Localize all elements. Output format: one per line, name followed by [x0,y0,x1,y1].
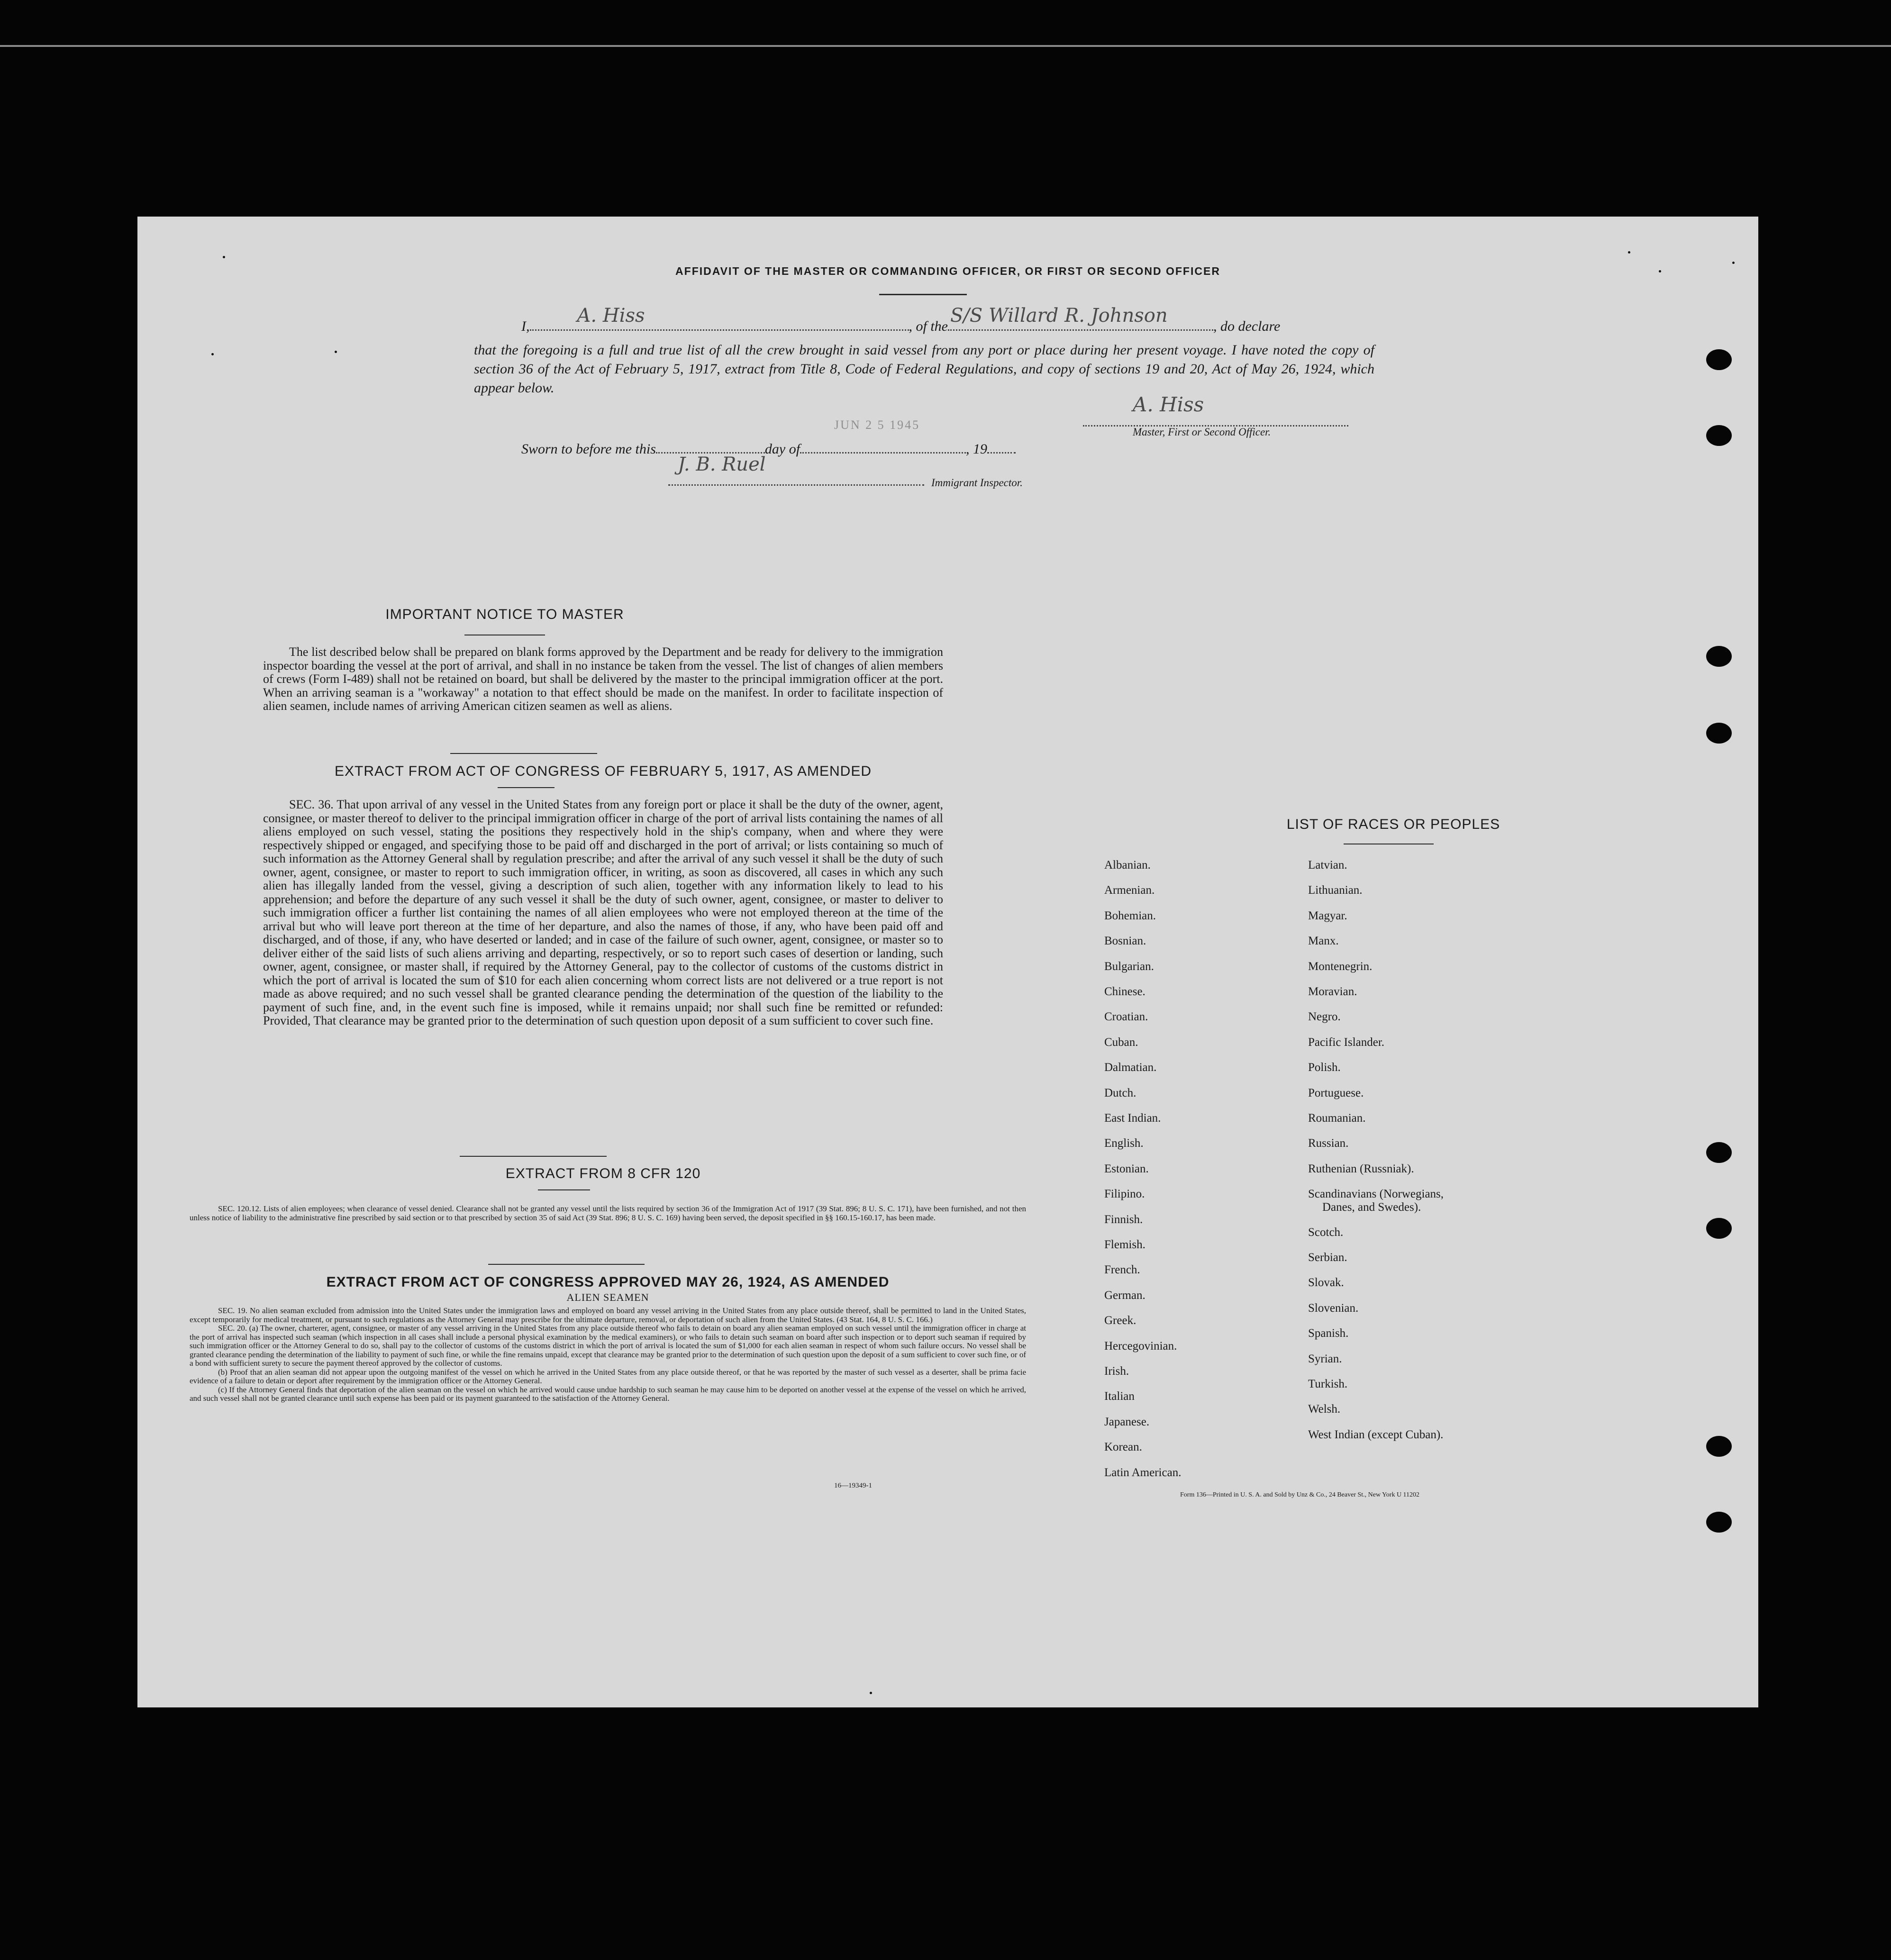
race-item: Hercegovinian. [1104,1339,1177,1352]
affidavit-title: AFFIDAVIT OF THE MASTER OR COMMANDING OFFICER, OR FIRST OR SECOND OFFICER [675,265,1220,277]
race-item: Armenian. [1104,884,1155,897]
declaration-text: that the foregoing is a full and true list of all the crew brought in said vessel from any port or place during her present voyage. I have noted the copy of section 36 of the Act of February 5, 1917, extract from Title 8, Code of Federal Regulations, and copy of sections 19 and 20, Act of May 26, 1924, which appear below. [474,342,1374,396]
binder-hole [1706,1142,1732,1163]
race-item: Italian [1104,1390,1135,1403]
scan-speck [870,1692,872,1694]
year-label: , 19 [966,441,988,457]
vessel-name-field [948,305,1213,331]
races-title: LIST OF RACES OR PEOPLES [1286,817,1500,832]
day-of-label: day of [764,441,800,457]
vessel-name-handwriting: S/S Willard R. Johnson [950,305,1168,327]
race-item: Polish. [1308,1061,1341,1074]
race-item: Cuban. [1104,1035,1138,1049]
date-stamp: JUN 2 5 1945 [834,418,920,432]
race-item: Croatian. [1104,1010,1148,1024]
scan-edge-line [0,45,1891,47]
signature-caption: Master, First or Second Officer. [1133,426,1271,438]
race-item: Manx. [1308,935,1339,948]
notice-title: IMPORTANT NOTICE TO MASTER [385,607,624,622]
race-item: Spanish. [1308,1327,1349,1340]
race-item: Welsh. [1308,1403,1341,1416]
extract-1924-body [190,1307,1026,1403]
sec-20a-text: SEC. 20. (a) The owner, charterer, agent, consignee, or master of any vessel arriving in the United States from any place outside thereof who fails to detain on board any alien seaman employed on such vessel until the immigration officer in charge at the port of arrival has inspected such seaman (which inspection in all cases shall include a personal physical examination by the medical examiners), or who fails to detain such seaman on board after such inspection or to deport such seaman if required by such immigration officer or the Attorney General to do so, shall pay to the collector of customs of the customs district in which the port of arrival is located the sum of $1,000 for each alien seaman in respect of whom such failure occurs. No vessel shall be granted clearance pending the determination of the liability to payment of such fine, or while the fine remains unpaid, except that clearance may be granted prior to the determination of such question upon the deposit of a sum sufficient to cover such fine, or of a bond with sufficient surety to secure the payment thereof approved by the collector of customs. [190,1324,1026,1368]
binder-hole [1706,1436,1732,1457]
printer-imprint: Form 136—Printed in U. S. A. and Sold by Unz & Co., 24 Beaver St., New York U 11202 [1180,1491,1420,1498]
sworn-line [521,441,1016,457]
scan-speck [1659,270,1661,272]
race-item: English. [1104,1137,1144,1150]
sec-19-text: SEC. 19. No alien seaman excluded from admission into the United States under the immigration laws and employed on board any vessel arriving in the United States from any place outside thereof, shall be permitted to land in the United States, except temporarily for medical treatment, or pursuant to such regulations as the Attorney General may prescribe for the ultimate departure, removal, or deportation of such alien from the United States. (43 Stat. 164, 8 U. S. C. 166.) [190,1306,1026,1324]
race-item: Roumanian. [1308,1112,1366,1125]
sec-20b-text: (b) Proof that an alien seaman did not appear upon the outgoing manifest of the vessel on which he arrived in the United States from any place outside thereof, or that he was reported by the master of such vessel as a deserter, shall be prima facie evidence of a failure to detain or deport after requirement by the immigration officer or the Attorney General. [190,1367,1026,1385]
race-item: Estonian. [1104,1162,1149,1175]
race-item: Portuguese. [1308,1086,1364,1099]
binder-hole [1706,425,1732,446]
sworn-year-field [987,442,1016,454]
race-item: East Indian. [1104,1112,1161,1125]
race-item: Danes, and Swedes). [1322,1200,1421,1214]
race-item: Pacific Islander. [1308,1035,1385,1049]
binder-hole [1706,349,1732,370]
race-item: Scandinavians (Norwegians, [1308,1188,1444,1201]
i-label: I, [521,318,530,334]
race-item: Irish. [1104,1365,1129,1378]
race-item: Lithuanian. [1308,884,1363,897]
of-the-label: , of the [909,318,948,334]
do-declare-label: , do declare [1213,318,1281,334]
race-item: Chinese. [1104,985,1146,998]
race-item: Bohemian. [1104,909,1156,922]
extract-cfr-body: SEC. 120.12. Lists of alien employees; when clearance of vessel denied. Clearance shall not be granted any vessel until the lists required by section 36 of the Immigration Act of 1917 (39 Stat. 896; 8 U. S. C. 171), have been furnished, and not then unless notice of liability to the administrative fine prescribed by said section or to that prescribed by section 35 of said Act (39 Stat. 896; 8 U. S. C. 169) having been served, the deposit specified in §§ 160.15-160.17, has been made. [190,1204,1026,1222]
inspector-caption: Immigrant Inspector. [931,477,1023,489]
scan-speck [211,353,214,355]
race-item: Slovak. [1308,1276,1344,1289]
extract-1917-title: EXTRACT FROM ACT OF CONGRESS OF FEBRUARY 5, 1917, AS AMENDED [334,763,872,779]
master-signature: A. Hiss [1133,393,1204,416]
extract-1917-divider [498,787,555,788]
scan-speck [223,256,225,258]
race-item: Slovenian. [1308,1301,1359,1315]
extract-1924-title: EXTRACT FROM ACT OF CONGRESS APPROVED MAY 26, 1924, AS AMENDED [326,1274,890,1290]
race-item: Serbian. [1308,1251,1347,1264]
extract-cfr-title: EXTRACT FROM 8 CFR 120 [505,1166,701,1181]
race-item: Latin American. [1104,1466,1182,1479]
race-item: Syrian. [1308,1352,1342,1365]
master-name-field [530,305,909,331]
race-item: Turkish. [1308,1378,1348,1390]
inspector-line [668,475,924,486]
binder-hole [1706,646,1732,667]
race-item: Finnish. [1104,1213,1143,1226]
race-item: French. [1104,1263,1140,1277]
race-item: Flemish. [1104,1238,1146,1251]
sworn-month-field [800,442,966,454]
inspector-signature: J. B. Ruel [678,454,766,475]
race-item: Bosnian. [1104,935,1146,948]
race-item: Korean. [1104,1441,1142,1454]
signature-line [1083,416,1348,426]
race-item: Russian. [1308,1137,1349,1150]
scan-speck [1628,251,1630,254]
1924-divider-top [488,1264,645,1265]
extract-1917-divider-top [450,753,597,754]
race-item: Japanese. [1104,1415,1150,1428]
race-item: Negro. [1308,1010,1341,1024]
binder-hole [1706,1218,1732,1239]
notice-body: The list described below shall be prepared on blank forms approved by the Department and be ready for delivery to the immigration inspector boarding the vessel at the port of arrival, and shall in no instance be taken from the vessel. The list of changes of alien members of crews (Form I-489) shall not be retained on board, but shall be delivered by the master to the principal immigration officer at the port. When an arriving seaman is a "workaway" a notation to that effect should be made on the manifest. In order to facilitate inspection of alien seamen, include names of arriving American citizen seamen as well as aliens. [263,645,943,713]
race-item: Moravian. [1308,985,1357,998]
scan-speck [335,351,337,353]
sworn-day-field [656,442,765,454]
form-number: 16—19349-1 [834,1482,872,1489]
race-item: West Indian (except Cuban). [1308,1428,1444,1441]
affidavit-line [521,305,1281,335]
race-item: Dalmatian. [1104,1061,1157,1074]
title-divider [879,294,967,295]
scan-speck [1732,262,1735,264]
race-item: Greek. [1104,1314,1136,1327]
race-item: Magyar. [1308,909,1347,922]
sworn-label: Sworn to before me this [521,441,656,457]
manifest-page [137,217,1758,1707]
cfr-divider-top [460,1156,607,1157]
race-item: Bulgarian. [1104,960,1154,973]
master-name-handwriting: A. Hiss [577,305,645,327]
extract-1924-subtitle: ALIEN SEAMEN [566,1291,649,1303]
race-item: Latvian. [1308,859,1347,871]
race-item: Dutch. [1104,1086,1136,1099]
sec-20c-text: (c) If the Attorney General finds that deportation of the alien seaman on the vessel on which he arrived would cause undue hardship to such seaman he may cause him to be deported on another vessel at the expense of the vessel on which he arrived, and such vessel shall not be granted clearance until such expense has been paid or its payment guaranteed to the satisfaction of the Attorney General. [190,1385,1026,1403]
race-item: Montenegrin. [1308,960,1373,973]
binder-hole [1706,723,1732,744]
race-item: Filipino. [1104,1188,1145,1201]
binder-hole [1706,1512,1732,1533]
cfr-divider [538,1189,590,1190]
race-item: German. [1104,1289,1146,1302]
race-item: Albanian. [1104,859,1151,871]
race-item: Scotch. [1308,1225,1344,1239]
race-item: Ruthenian (Russniak). [1308,1162,1414,1175]
extract-1917-body: SEC. 36. That upon arrival of any vessel in the United States from any foreign port or place it shall be the duty of the owner, agent, consignee, or master thereof to deliver to the principal immigration officer in charge of the port of arrival lists containing the names of all aliens employed on such vessel, stating the positions they respectively hold in the ship's company, when and where they were respectively shipped or engaged, and specifying those to be paid off and discharged in the port of arrival; or lists containing so much of such information as the Attorney General shall by regulation prescribe; and after the arrival of any such vessel it shall be the duty of such owner, agent, consignee, or master to report to such immigration officer, in writing, as soon as discovered, all cases in which any such alien has illegally landed from the vessel, giving a description of such alien, together with any information likely to lead to his apprehension; and before the departure of any such vessel it shall be the duty of such owner, agent, consignee, or master to deliver to such immigration officer a further list containing the names of all alien employees who were not employed thereon at the time of the arrival but who will leave port thereon at the time of her departure, and also the names of those, if any, who have been paid off and discharged, and of those, if any, who have deserted or landed; and in case of the failure of such owner, agent, consignee, or master so to deliver either of the said lists of such aliens arriving and departing, respectively, or so to report such cases of desertion or landing, such owner, agent, consignee, or master shall, if required by the Attorney General, pay to the collector of customs of the customs district in which the port of arrival is located the sum of $10 for each alien concerning whom correct lists are not delivered or a true report is not made as above required; and no such vessel shall be granted clearance pending the determination of the question of the liability to the payment of such fine, and, in the event such fine is imposed, while it remains unpaid; nor shall such fine be remitted or refunded: Provided, That clearance may be granted prior to the determination of such question upon deposit of a sum sufficient to cover such fine. [263,798,943,1027]
